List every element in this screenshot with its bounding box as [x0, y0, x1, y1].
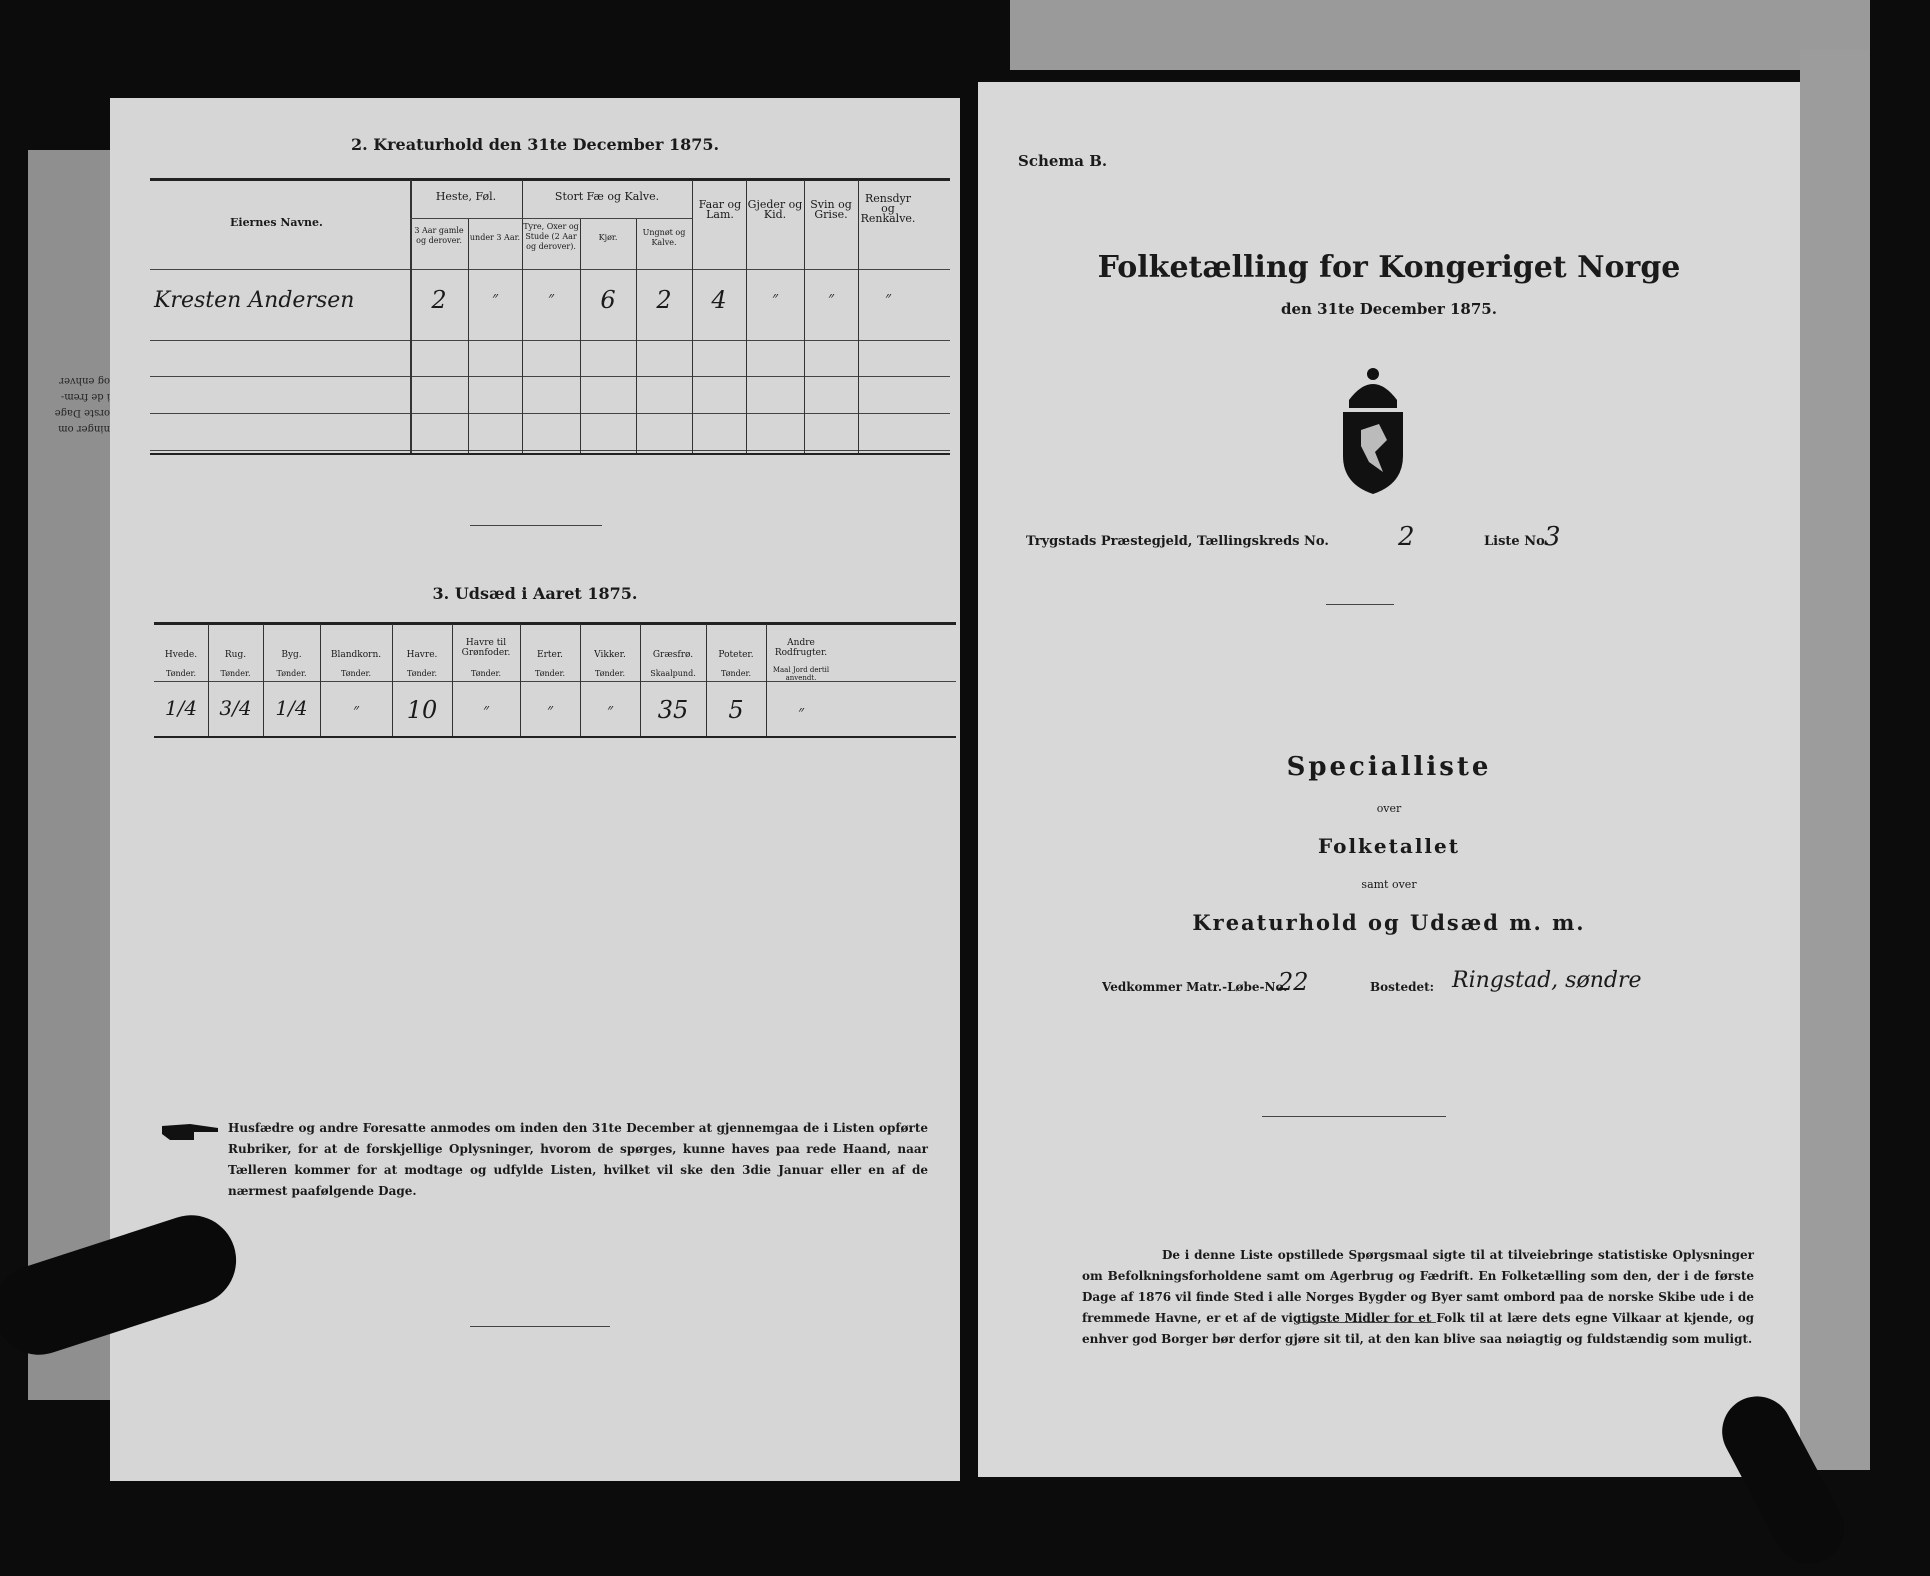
right-page	[978, 82, 1800, 1477]
livestock-value: 6	[600, 286, 616, 314]
seed-col-unit: Tønder.	[406, 669, 438, 678]
specialliste-heading: Specialliste	[1286, 752, 1492, 782]
over-label: over	[1376, 802, 1402, 815]
kjor-subheader: Kjør.	[598, 233, 618, 242]
seed-col-unit: Tønder.	[165, 669, 197, 678]
livestock-col-divider	[468, 218, 469, 453]
seed-col-unit: Tønder.	[534, 669, 566, 678]
seed-col-name: Græsfrø.	[652, 650, 694, 660]
seed-value: ״	[546, 700, 554, 719]
schema-label: Schema B.	[1018, 152, 1108, 170]
tyre-subheader: Tyre, Oxer og Stude (2 Aar og derover).	[523, 222, 579, 251]
livestock-value: ״	[827, 288, 835, 307]
livestock-value: 2	[431, 286, 447, 314]
seed-col-unit: Tønder.	[720, 669, 752, 678]
livestock-row-line-4	[150, 450, 950, 451]
matr-value: 22	[1278, 968, 1309, 996]
seed-value: ״	[606, 700, 614, 719]
livestock-col-divider	[410, 180, 412, 453]
seed-col-unit: Maal Jord dertil anvendt.	[772, 666, 830, 682]
seed-col-unit: Tønder.	[594, 669, 626, 678]
livestock-table-top	[150, 178, 950, 181]
background-sheet-top	[1010, 0, 1870, 70]
heste-old-subheader: 3 Aar gamle og derover.	[414, 226, 464, 245]
heste-young-subheader: under 3 Aar.	[469, 233, 521, 242]
samt-over-label: samt over	[1361, 878, 1417, 891]
livestock-group-divider	[410, 218, 692, 219]
separator	[470, 1326, 610, 1327]
matr-label: Vedkommer Matr.-Løbe-No.	[1102, 980, 1288, 994]
seed-col-name: Rug.	[224, 650, 247, 660]
owner-name: Kresten Andersen	[154, 288, 355, 313]
livestock-col-divider	[692, 180, 693, 453]
livestock-row-line-3	[150, 413, 950, 414]
seed-value: 1/4	[275, 696, 308, 720]
gjeder-header: Gjeder og Kid.	[747, 198, 803, 221]
seed-table-bottom	[154, 736, 956, 738]
seed-col-name: Blandkorn.	[330, 650, 382, 660]
background-sheet-right	[1800, 50, 1870, 1470]
seed-value: 3/4	[219, 696, 252, 720]
folketallet-heading: Folketallet	[1318, 834, 1460, 858]
edge-line-1: ninger om	[58, 423, 110, 434]
seed-col-name: Poteter.	[718, 650, 754, 660]
ungnot-subheader: Ungnøt og Kalve.	[642, 228, 686, 247]
separator	[1262, 1116, 1446, 1117]
stort-fae-header: Stort Fæ og Kalve.	[554, 190, 660, 203]
left-page	[110, 98, 960, 1481]
seed-value: 35	[657, 696, 689, 724]
livestock-value: 2	[656, 286, 672, 314]
edge-fragment	[40, 372, 110, 436]
seed-col-unit: Tønder.	[276, 669, 307, 678]
seed-col-unit: Tønder.	[470, 669, 502, 678]
heste-header: Heste, Føl.	[435, 190, 497, 203]
seed-col-name: Andre Rodfrugter.	[774, 638, 828, 658]
livestock-col-divider	[746, 180, 747, 453]
seed-table-top	[154, 622, 956, 625]
footer-text: De i denne Liste opstillede Spørgsmaal sigte til at tilveiebringe statistiske Oplysninger om Befolkningsforholdene samt om Agerbrug og Fædrift. En Folketælling som den, der i de første Dage af 1876 vil finde Sted i alle Norges Bygder og Byer samt ombord paa de norske Skibe ude i de fremmede Havne, er et af de vigtigste Midler for et Folk til at lære dets egne Vilkaar at kjende, og enhver god Borger bør derfor gjøre sit til, at den kan blive saa nøiagtig og fuldstændig som muligt.	[1082, 1248, 1754, 1346]
liste-label: Liste No.	[1484, 534, 1550, 549]
svin-header: Svin og Grise.	[810, 198, 852, 221]
seed-col-name: Erter.	[537, 650, 563, 660]
separator	[1326, 604, 1394, 605]
livestock-value: ״	[771, 288, 779, 307]
pointing-hand-icon	[160, 1120, 222, 1142]
livestock-row-line-1	[150, 340, 950, 341]
seed-value: 1/4	[164, 696, 198, 720]
seed-col-name: Hvede.	[164, 650, 198, 660]
seed-value: ״	[797, 702, 805, 721]
livestock-table-bottom	[150, 453, 950, 455]
seed-value: 10	[406, 696, 438, 724]
section2-title: 2. Kreaturhold den 31te December 1875.	[350, 135, 720, 154]
livestock-col-divider	[580, 218, 581, 453]
livestock-col-divider	[522, 180, 523, 453]
seed-col-unit: Skaalpund.	[650, 669, 696, 678]
livestock-value: ״	[491, 288, 499, 307]
livestock-value: ״	[547, 288, 555, 307]
livestock-col-divider	[636, 218, 637, 453]
livestock-col-divider	[804, 180, 805, 453]
edge-line-4: og enhver	[59, 375, 110, 386]
faar-header: Faar og Lam.	[698, 198, 742, 221]
seed-col-name: Vikker.	[594, 650, 626, 660]
liste-value: 3	[1544, 522, 1561, 552]
bosted-value: Ringstad, søndre	[1452, 968, 1642, 993]
seed-col-unit: Tønder.	[220, 669, 251, 678]
notice-text: Husfædre og andre Foresatte anmodes om inden den 31te December at gjennemgaa de i Listen opførte Rubriker, for at de forskjellige Oplysninger, hvorom de spørges, kunne haves paa rede Haand, naar Tælleren kommer for at modtage og udfylde Listen, hvilket vil ske den 3die Januar eller en af de nærmest paafølgende Dage.	[228, 1121, 928, 1198]
seed-col-name: Havre til Grønfoder.	[461, 638, 511, 658]
document-title: Folketælling for Kongeriget Norge	[1097, 250, 1681, 285]
edge-line-3: i de frem-	[60, 391, 110, 402]
seed-value: ״	[352, 700, 360, 719]
rensdyr-header: Rensdyr og Renkalve.	[860, 192, 916, 225]
livestock-value: 4	[711, 286, 727, 314]
seed-col-name: Havre.	[406, 650, 438, 660]
livestock-header-divider	[150, 269, 950, 270]
seed-col-name: Byg.	[281, 650, 302, 660]
seed-col-unit: Tønder.	[340, 669, 372, 678]
tellingskreds-value: 2	[1398, 522, 1415, 552]
separator	[1296, 1322, 1436, 1323]
section3-title: 3. Udsæd i Aaret 1875.	[432, 584, 638, 603]
livestock-row-line-2	[150, 376, 950, 377]
separator	[470, 525, 602, 526]
coat-of-arms-icon	[1321, 360, 1425, 496]
livestock-value: ״	[884, 288, 892, 307]
prestegjeld-label: Trygstads Præstegjeld, Tællingskreds No.	[1026, 534, 1329, 549]
seed-value: 5	[728, 696, 744, 724]
edge-line-2: orste Dage	[54, 407, 110, 418]
seed-value: ״	[482, 700, 490, 719]
owner-header: Eiernes Navne.	[230, 216, 323, 229]
kreaturhold-heading: Kreaturhold og Udsæd m. m.	[1192, 910, 1586, 935]
bosted-label: Bostedet:	[1370, 980, 1435, 994]
document-subtitle: den 31te December 1875.	[1281, 300, 1497, 318]
